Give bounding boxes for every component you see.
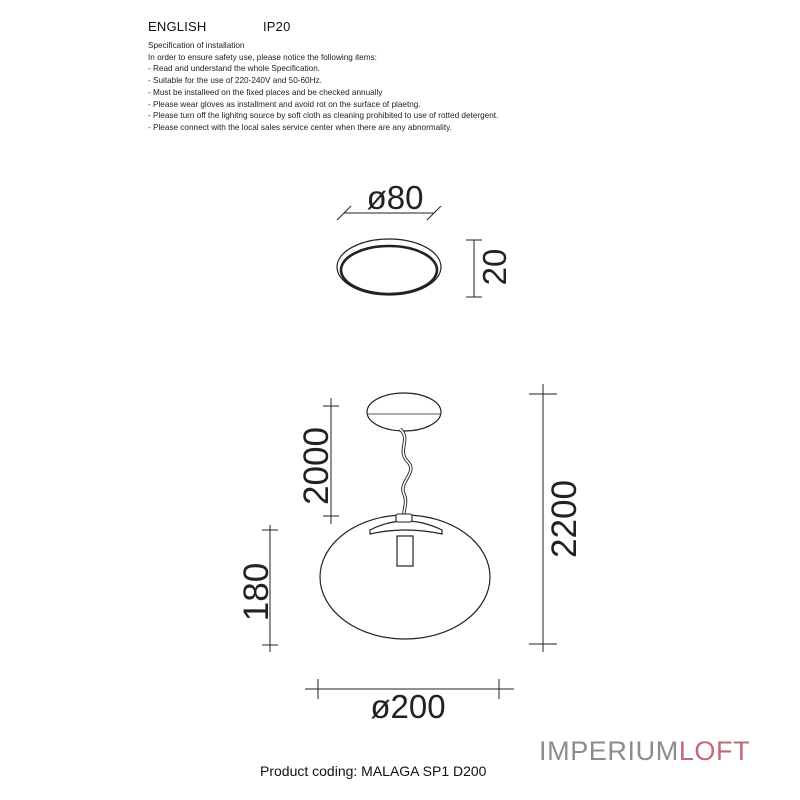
- canopy-detail: [337, 206, 482, 297]
- shade-height-label: 180: [237, 562, 276, 622]
- canopy-height-label: 20: [476, 248, 513, 286]
- shade-diameter-label: ø200: [370, 688, 446, 725]
- cord-length-label: 2000: [297, 427, 336, 505]
- pendant-lamp: [320, 393, 490, 639]
- brand-name-primary: IMPERIUM: [539, 736, 679, 766]
- spec-item: - Please wear gloves as installment and avoid rot on the surface of plaetng.: [148, 99, 421, 109]
- ip-rating: IP20: [263, 19, 291, 34]
- canopy-diameter-label: ø80: [366, 179, 424, 216]
- spec-item: - Please turn off the lighitng source by soft cloth as cleaning prohibited to use of rotted detergent.: [148, 111, 499, 121]
- brand-logo: [539, 736, 750, 767]
- spec-intro: In order to ensure safety use, please notice the following items:: [148, 52, 377, 62]
- total-height-label: 2200: [545, 480, 584, 558]
- product-coding: Product coding: MALAGA SP1 D200: [260, 763, 487, 779]
- spec-item: - Suitable for the use of 220-240V and 50-60Hz.: [148, 76, 322, 86]
- spec-item: - Must be installeed on the fixed places and be checked annually: [148, 87, 383, 97]
- spec-title: Specification of installation: [148, 41, 245, 50]
- spec-item: - Please connect with the local sales service center when there are any abnormality.: [148, 122, 452, 132]
- spec-item: - Read and understand the whole Specification.: [148, 64, 321, 74]
- brand-name-accent: LOFT: [678, 736, 751, 766]
- language-label: ENGLISH: [148, 19, 207, 34]
